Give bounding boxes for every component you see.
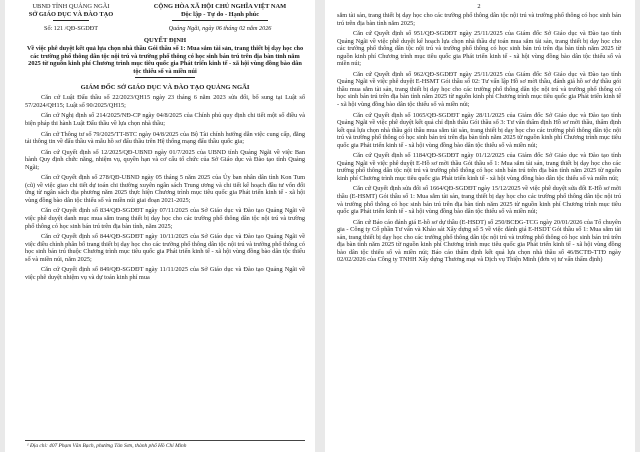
legal-basis-paragraph: Căn cứ Quyết định sửa đổi số 1664/QĐ-SGDĐT ngày 15/12/2025 về việc phê duyệt sửa đổi E-Hồ sơ mời thầu (E-HSMT) Gói thầu số 1: Mua sắm tài sản, trang thiết bị dạy học cho các trường phổ thông dân tộc nội trú và trường phổ thông có học sinh bán trú trên địa bàn tỉnh năm 2025 từ nguồn kinh phí Chương trình mục tiêu quốc gia Phát triển kinh tế - xã hội vùng đồng bào dân tộc thiểu số và miền núi; [337, 185, 621, 216]
legal-basis-paragraph: Căn cứ Quyết định số 844/QĐ-SGDĐT ngày 10/11/2025 của Sở Giáo dục và Đào tạo Quảng Ngãi về việc điều chỉnh phân bổ trang thiết bị dạy học cho các trường phổ thông dân tộc nội trú và trường phổ thông có học sinh bán trú thuộc Chương trình mục tiêu quốc gia Phát triển kinh tế - xã hội vùng đồng bào dân tộc thiểu số và miền núi, năm 2025; [25, 233, 305, 263]
nation-line-1: CỘNG HÒA XÃ HỘI CHỦ NGHĨA VIỆT NAM [153, 3, 287, 10]
legal-basis-paragraph: Căn cứ Quyết định số 962/QĐ-SGDĐT ngày 25/11/2025 của Giám đốc Sở Giáo dục và Đào tạo tỉnh Quảng Ngãi về việc phê duyệt E-HSMT Gói thầu số 02: Tư vấn lập Hồ sơ mời thầu, đánh giá hồ sơ dự thầu gói thầu mua sắm tài sản, trang thiết bị dạy học cho các trường phổ thông dân tộc nội trú và trường phổ thông có học sinh bán trú trên địa bàn tỉnh năm 2025 từ nguồn kinh phí Chương trình mục tiêu quốc gia Phát triển kinh tế - xã hội vùng đồng bào dân tộc thiểu số và miền núi; [337, 70, 621, 109]
page-number: 2 [477, 3, 481, 10]
legal-basis-paragraph: Căn cứ Quyết định số 278/QĐ-UBND ngày 05 tháng 5 năm 2025 của Ủy ban nhân dân tỉnh Kon Tum (cũ) về việc giao chi tiết dự toán chi thường xuyên ngân sách Trung ương và chi tiết kế hoạch đầu tư vốn đối ứng từ ngân sách địa phương năm 2025 thực hiện Chương trình mục tiêu quốc gia Phát triển kinh tế - xã hội vùng đồng bào dân tộc thiểu số và miền núi giai đoạn 2021-2025; [25, 174, 305, 204]
document-page-2 [325, 0, 635, 452]
document-meta [25, 25, 305, 32]
legal-basis-paragraph: Căn cứ Quyết định số 12/2025/QĐ-UBND ngày 01/7/2025 của UBND tỉnh Quảng Ngãi về việc Ban hành Quy định chức năng, nhiệm vụ, quyền hạn và cơ cấu tổ chức của Sở Giáo dục và Đào tạo tỉnh Quảng Ngãi; [25, 148, 305, 171]
document-header [25, 3, 305, 21]
legal-bases [25, 94, 305, 281]
document-page-1 [5, 0, 315, 452]
legal-basis-paragraph: Căn cứ Quyết định số 834/QĐ-SGDĐT ngày 07/11/2025 của Sở Giáo dục và Đào tạo Quảng Ngãi về việc phê duyệt danh mục mua sắm trang thiết bị dạy học cho các trường phổ thông dân tộc nội trú và trường phổ thông có học sinh bán trú trên địa bàn tỉnh, năm 2025; [25, 207, 305, 230]
legal-basis-paragraph: Căn cứ Luật Đấu thầu số 22/2023/QH15 ngày 23 tháng 6 năm 2023 sửa đổi, bổ sung tại Luật số 57/2024/QH15; Luật số 90/2025/QH15; [25, 94, 305, 109]
issuing-agency [25, 3, 117, 21]
legal-basis-paragraph: Căn cứ Quyết định số 1065/QĐ-SGDĐT ngày 28/11/2025 của Giám đốc Sở Giáo dục và Đào tạo tỉnh Quảng Ngãi về việc phê duyệt kết quả chỉ định thầu Gói thầu số 3: Tư vấn thẩm định Hồ sơ mời thầu, thẩm định kết quả lựa chọn nhà thầu gói thầu mua sắm tài sản, trang thiết bị dạy học cho các trường phổ thông dân tộc nội trú và trường phổ thông có học sinh bán trú trên địa bàn tỉnh năm 2025 từ nguồn kinh phí Chương trình mục tiêu quốc gia Phát triển kinh tế - xã hội vùng đồng bào dân tộc thiểu số và miền núi; [337, 111, 621, 149]
nation-line-2: Độc lập - Tự do - Hạnh phúc [180, 11, 260, 18]
legal-basis-paragraph: sắm tài sản, trang thiết bị dạy học cho các trường phổ thông dân tộc nội trú và trường phổ thông có học sinh bán trú trên địa bàn tỉnh năm 2025; [337, 12, 621, 27]
legal-basis-paragraph: Căn cứ Quyết định số 849/QĐ-SGDĐT ngày 11/11/2025 của Sở Giáo dục và Đào tạo Quảng Ngãi về việc phê duyệt nhiệm vụ và dự toán kinh phí mua [25, 266, 305, 281]
legal-basis-paragraph: Căn cứ Thông tư số 79/2025/TT-BTC ngày 04/8/2025 của Bộ Tài chính hướng dẫn việc cung cấp, đăng tải thông tin về đấu thầu và mẫu hồ sơ đấu thầu trên Hệ thống mạng đấu thầu quốc gia; [25, 130, 305, 146]
issuer-heading: GIÁM ĐỐC SỞ GIÁO DỤC VÀ ĐÀO TẠO QUẢNG NGÃI [80, 84, 250, 92]
document-number: Số: 121 /QĐ-SGDĐT [44, 25, 98, 32]
agency-line-1: UBND TỈNH QUẢNG NGÃI [32, 3, 110, 10]
legal-basis-paragraph: Căn cứ Nghị định số 214/2025/NĐ-CP ngày 04/8/2025 của Chính phủ quy định chi tiết một số điều và biện pháp thi hành Luật Đấu thầu về lựa chọn nhà thầu; [25, 112, 305, 128]
document-title: QUYẾT ĐỊNH [143, 37, 187, 44]
motto-underline [172, 20, 268, 21]
agency-line-2: SỞ GIÁO DỤC VÀ ĐÀO TẠO [28, 11, 114, 18]
footnote: ¹ Địa chỉ: 407 Phạm Văn Bạch, phường Tân Sơn, thành phố Hồ Chí Minh [25, 440, 305, 452]
document-subject: Về việc phê duyệt kết quả lựa chọn nhà thầu Gói thầu số 1: Mua sắm tài sản, trang thiết bị dạy học cho các trường phổ thông dân tộc nội trú và trường phổ thông có học sinh bán trú trên địa bàn tỉnh năm 2025 từ nguồn kinh phí Chương trình mục tiêu quốc gia Phát triển kinh tế - xã hội vùng đồng bào dân tộc thiểu số và miền núi [26, 45, 304, 75]
legal-basis-paragraph: Căn cứ Báo cáo đánh giá E-hồ sơ dự thầu (E-HSDT) số 250/BCĐG-TCG ngày 20/01/2026 của Tổ chuyên gia - Công ty Cổ phần Tư vấn và Khảo sát Xây dựng số 5 về việc đánh giá E-HSDT Gói thầu số 1: Mua sắm tài sản, trang thiết bị dạy học cho các trường phổ thông dân tộc nội trú và trường phổ thông có học sinh bán trú trên địa bàn tỉnh năm 2025 từ nguồn kinh phí Chương trình mục tiêu quốc gia Phát triển kinh tế - xã hội vùng đồng bào dân tộc thiểu số và miền núi; Báo cáo thẩm định kết quả lựa chọn nhà thầu số 46/BCTĐ-TTĐ ngày 02/02/2026 của Công ty TNHH Xây dựng Thương mại và Dịch vụ Thiện Minh (đơn vị tư vấn thẩm định) [337, 218, 621, 264]
legal-bases-continued [337, 12, 621, 264]
agency-underline [53, 20, 89, 21]
legal-basis-paragraph: Căn cứ Quyết định số 1184/QĐ-SGDĐT ngày 01/12/2025 của Giám đốc Sở Giáo dục và Đào tạo tỉnh Quảng Ngãi về việc phê duyệt E-Hồ sơ mời thầu Gói thầu số 1: Mua sắm tài sản, trang thiết bị dạy học cho các trường phổ thông dân tộc nội trú và trường phổ thông có học sinh bán trú trên địa bàn tỉnh năm 2025 từ nguồn kinh phí Chương trình mục tiêu quốc gia Phát triển kinh tế - xã hội vùng đồng bào dân tộc thiểu số và miền núi; [337, 152, 621, 182]
document-date: Quảng Ngãi, ngày 06 tháng 02 năm 2026 [168, 25, 272, 32]
legal-basis-paragraph: Căn cứ Quyết định số 951/QĐ-SGDĐT ngày 25/11/2025 của Giám đốc Sở Giáo dục và Đào tạo tỉnh Quảng Ngãi về việc phê duyệt kế hoạch lựa chọn nhà thầu dự toán mua sắm tài sản, trang thiết bị dạy học cho các trường phổ thông dân tộc nội trú và trường phổ thông có học sinh bán trú trên địa bàn tỉnh năm 2025 từ nguồn kinh phí Chương trình mục tiêu quốc gia Phát triển kinh tế - xã hội vùng đồng bào dân tộc thiểu số và miền núi; [337, 30, 621, 68]
subject-underline [135, 77, 195, 78]
national-motto [135, 3, 305, 21]
